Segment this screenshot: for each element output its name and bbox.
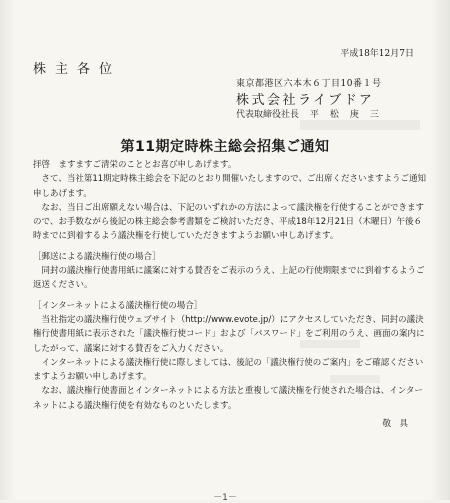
paragraph: なお、議決権行使書面とインターネットによる方法と重複して議決権を行使された場合は、インターネットによる議決権行使を有効なものといたします。 xyxy=(33,386,423,411)
page-number: －1－ xyxy=(213,493,237,503)
paragraph: 同封の議決権行使書用紙に議案に対する賛否をご表示のうえ、上記の行使期限までに到着するようご返送ください。 xyxy=(33,266,425,291)
salutation: 拝啓 ますますご清栄のこととお喜び申しあげます。 xyxy=(33,160,237,170)
show-through-mark xyxy=(300,120,420,130)
document-date: 平成18年12月7日 xyxy=(340,49,414,59)
company-name: 株式会社ライブドア xyxy=(236,93,375,108)
document-body xyxy=(33,158,428,431)
paragraph: さて、当社第11期定時株主総会を下記のとおり開催いたしますので、ご出席くださいますようご通知申しあげます。 xyxy=(33,174,426,199)
company-address: 東京都港区六本木６丁目10番１号 xyxy=(236,79,382,89)
representative-name: 平松庚三 xyxy=(309,110,390,120)
document-title: 第11期定時株主総会招集ご通知 xyxy=(120,139,330,155)
paragraph: なお、当日ご出席願えない場合は、下記のいずれかの方法によって議決権を行使することができますので、お手数ながら後記の株主総会参考書類をご検討いただき、平成18年12月21日（木曜日）午後６時までに到着するよう議決権を行使していただきますようお願い申しあげます。 xyxy=(33,202,425,242)
paragraph: インターネットによる議決権行使に際しましては、後記の「議決権行使のご案内」をご確認くださいますようお願い申しあげます。 xyxy=(33,357,424,383)
section-heading: ［インターネットによる議決権行使の場合］ xyxy=(33,300,203,311)
paragraph: 当社指定の議決権行使ウェブサイト（http://www.evote.jp/）にアクセスしていただき、同封の議決権行使書用紙に表示された「議決権行使コード」および「パスワード」をご利用のうえ、画面の案内にしたがって、議案に対する賛否をご入力ください。 xyxy=(33,314,425,354)
representative-title: 代表取締役社長 xyxy=(236,110,300,120)
closing: 敬 具 xyxy=(382,419,408,430)
section-heading: ［郵送による議決権行使の場合］ xyxy=(33,251,161,262)
addressee: 株主各位 xyxy=(33,62,122,77)
representative xyxy=(236,107,390,120)
